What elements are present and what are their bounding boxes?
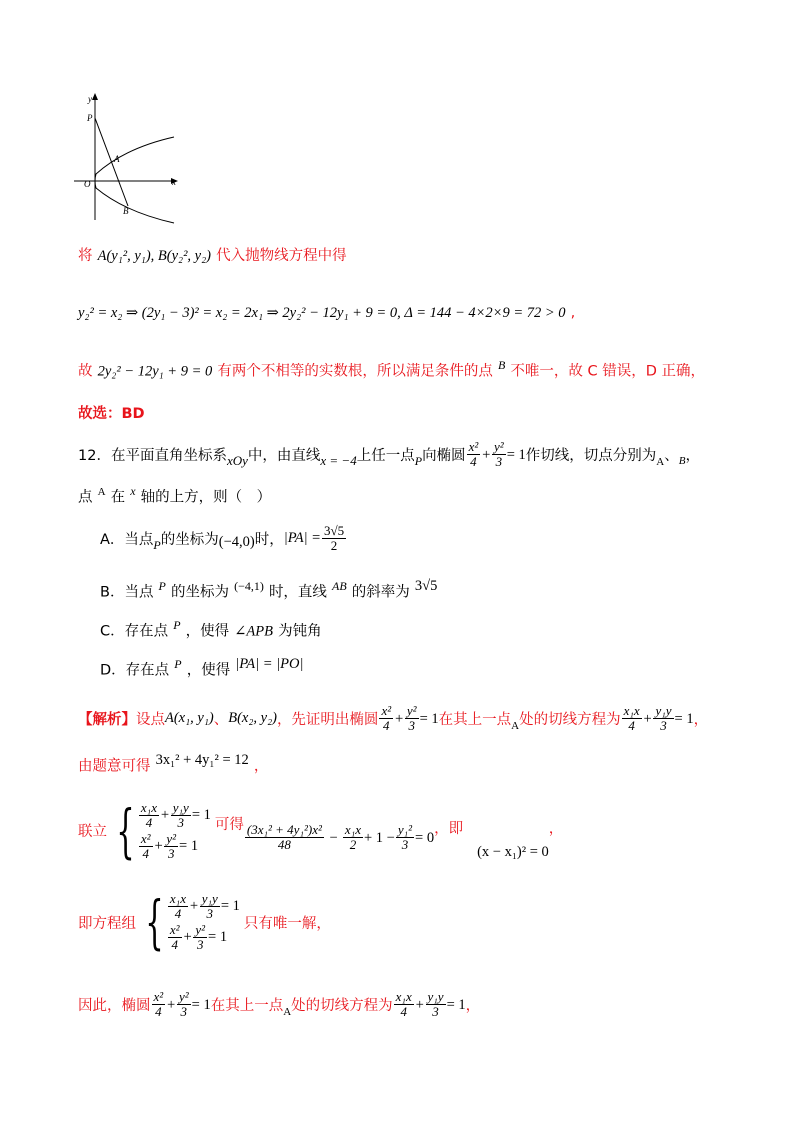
solution-line-4 — [78, 888, 331, 956]
text-segment: 上任一点 — [356, 448, 415, 464]
text-segment: ，先证明出椭圆 — [276, 712, 379, 728]
point-p: P — [153, 538, 161, 552]
equation-system: { $\frac{\text{x₁x}}{4}$ + $\frac{\text{y₁y}}{3}$ = 1 $\frac{\text{x²}}{4}$ + $\frac{\text{y²}}{3}$ = 1 — [145, 888, 240, 956]
text-segment: ， — [253, 758, 269, 775]
tangent-equation: $\frac{\text{x₁x}}{4}$ + $\frac{\text{y₁y}}{3}$ = 1 — [623, 703, 694, 733]
text-segment: D．存在点 — [100, 662, 170, 679]
x-axis-var: x — [130, 484, 136, 498]
text-segment: 可得 — [214, 817, 244, 833]
tangent-equation: $\frac{\text{x₁x}}{4}$ + $\frac{\text{y₁y}}{3}$ = 1 — [395, 989, 466, 1019]
point-on-ellipse-eq: 3x₁² + 4y₁² = 12 — [155, 752, 249, 768]
line-equation: x = −4 — [320, 452, 357, 468]
text-segment: 代入抛物线方程中得 — [216, 248, 347, 264]
text-segment: 时，直线 — [268, 584, 327, 601]
question-12-stem — [78, 440, 700, 469]
distance-relation: |PA| = |PO| — [235, 656, 304, 672]
point-a: A — [97, 486, 106, 498]
point-a: A — [283, 1005, 292, 1018]
analysis-tag: 【解析】 — [78, 712, 136, 728]
text-segment: 中，由直线 — [247, 448, 321, 464]
text-segment: 有两个不相等的实数根，所以满足条件的点 — [217, 363, 493, 380]
text-segment: 向椭圆 — [422, 448, 466, 464]
point-b: B — [678, 454, 686, 467]
y-axis-arrow — [92, 93, 98, 100]
text-segment: C．存在点 — [100, 623, 169, 640]
point-p: P — [173, 618, 181, 632]
text-segment: 轴的上方，则（ ） — [140, 489, 272, 506]
equation-system: { $\frac{\text{x₁x}}{4}$ + $\frac{\text{y₁y}}{3}$ = 1 $\frac{\text{x²}}{4}$ + $\frac{\text{y²}}{3}$ = 1 — [116, 796, 211, 865]
substitution-line — [78, 244, 347, 265]
text-segment: ， — [548, 821, 564, 837]
coordinate: (−4,0) — [218, 534, 255, 550]
point-b-label: B — [123, 206, 129, 216]
solution-line-2 — [78, 752, 268, 775]
x-axis-label: x — [172, 177, 176, 187]
text-segment: B．当点 — [100, 584, 154, 601]
point-a-coord: A(x₁, y₁) — [165, 710, 214, 726]
text-segment: A．当点 — [100, 532, 154, 548]
question-number: 12．在平面直角坐标系 — [78, 448, 227, 464]
text-segment: ， — [685, 448, 700, 464]
origin-label: O — [84, 179, 91, 189]
text-segment: 时， — [254, 532, 284, 548]
point-a-label: A — [114, 154, 120, 164]
line-ab: AB — [332, 579, 347, 593]
text-segment: 为钝角 — [278, 623, 322, 640]
points-ab-formula: A(y₁², y₁), B(y₂², y₂) — [97, 248, 211, 264]
square-equation: (x − x₁)² = 0 — [477, 844, 549, 860]
text-segment: ， — [693, 712, 709, 728]
text-segment: ，即 — [434, 821, 464, 837]
text-segment: 不唯一，故 C 错误，D 正确， — [510, 363, 705, 380]
text-segment: 点 — [78, 489, 93, 506]
text-segment: ，使得 — [185, 623, 230, 640]
line-pb — [95, 118, 128, 206]
text-segment: 在其上一点 — [210, 998, 284, 1014]
text-segment: 作切线，切点分别为 — [525, 448, 657, 464]
option-d — [100, 656, 303, 679]
text-segment: 在其上一点 — [438, 712, 512, 728]
point-b: B — [497, 358, 506, 372]
answer-line: 故选：BD — [78, 406, 145, 422]
text-segment: 故 — [78, 363, 93, 380]
question-12-stem-line2 — [78, 484, 271, 506]
coord-system: xOy — [226, 452, 248, 468]
text-segment: 的斜率为 — [351, 584, 410, 601]
text-segment: 的坐标为 — [170, 584, 229, 601]
text-segment: , — [570, 305, 576, 321]
point-p-label: P — [87, 113, 93, 123]
point-p: P — [414, 454, 423, 468]
text-segment: 联立 — [78, 824, 107, 840]
text-segment: 处的切线方程为 — [291, 998, 393, 1014]
point-a: A — [511, 719, 520, 732]
text-segment: 、 — [213, 712, 229, 728]
point-p: P — [174, 657, 182, 671]
coordinate: (−4,1) — [234, 579, 264, 593]
quadratic-formula: 2y₂² − 12y₁ + 9 = 0 — [97, 363, 213, 380]
value-fraction: $\frac{3√5}{2}$ — [323, 523, 345, 553]
solution-line-1 — [78, 704, 708, 733]
text-segment: 由题意可得 — [78, 758, 151, 775]
slope-value: 3√5 — [414, 578, 438, 594]
text-segment: ， — [465, 998, 481, 1014]
solution-line-3 — [78, 796, 564, 865]
ellipse-equation: $\frac{\text{x²}}{4}$ + $\frac{\text{y²}}{3}$ = 1 — [381, 703, 439, 733]
text-segment: 设点 — [136, 712, 165, 728]
text-segment: 的坐标为 — [160, 532, 219, 548]
parabola-figure — [70, 90, 190, 230]
text-segment: 只有唯一解， — [243, 915, 331, 932]
text-segment: 将 — [78, 248, 93, 264]
angle-apb: ∠APB — [234, 623, 273, 640]
point-p: P — [158, 579, 166, 593]
derivation-line — [78, 302, 575, 322]
ellipse-equation: $\frac{\text{x²}}{4}$ + $\frac{\text{y²}}{3}$ = 1 — [153, 989, 211, 1019]
text-segment: 即方程组 — [78, 915, 136, 932]
text-segment: 因此，椭圆 — [78, 998, 151, 1014]
option-c — [100, 618, 322, 640]
solution-line-5 — [78, 990, 480, 1019]
text-segment: 、 — [664, 448, 679, 464]
option-a — [100, 524, 347, 553]
option-b — [100, 578, 437, 601]
point-b-coord: B(x₂, y₂) — [228, 710, 277, 726]
distance-pa: |PA| = — [283, 530, 321, 546]
ellipse-equation: $\frac{\text{x²}}{4}$ + $\frac{\text{y²}}{3}$ = 1 — [468, 439, 526, 469]
text-segment: 在 — [110, 489, 126, 506]
point-a: A — [656, 455, 665, 468]
y-axis-label: y — [88, 94, 92, 104]
text-segment: ，使得 — [186, 662, 231, 679]
combined-equation: $\frac{\text{(3x₁² + 4y₁²)x²}}{48}$ − $\frac{\text{x₁x}}{2}$ + 1 − $\frac{\text{y₁²}}{3}$ = 0 — [246, 822, 435, 852]
derivation-formula: y₂² = x₂ ⇒ (2y₁ − 3)² = x₂ = 2x₁ ⇒ 2y₂² − 12y₁ + 9 = 0, Δ = 144 − 4×2×9 = 72 > 0 — [78, 305, 566, 321]
text-segment: 处的切线方程为 — [519, 712, 621, 728]
conclusion-line — [78, 358, 705, 380]
